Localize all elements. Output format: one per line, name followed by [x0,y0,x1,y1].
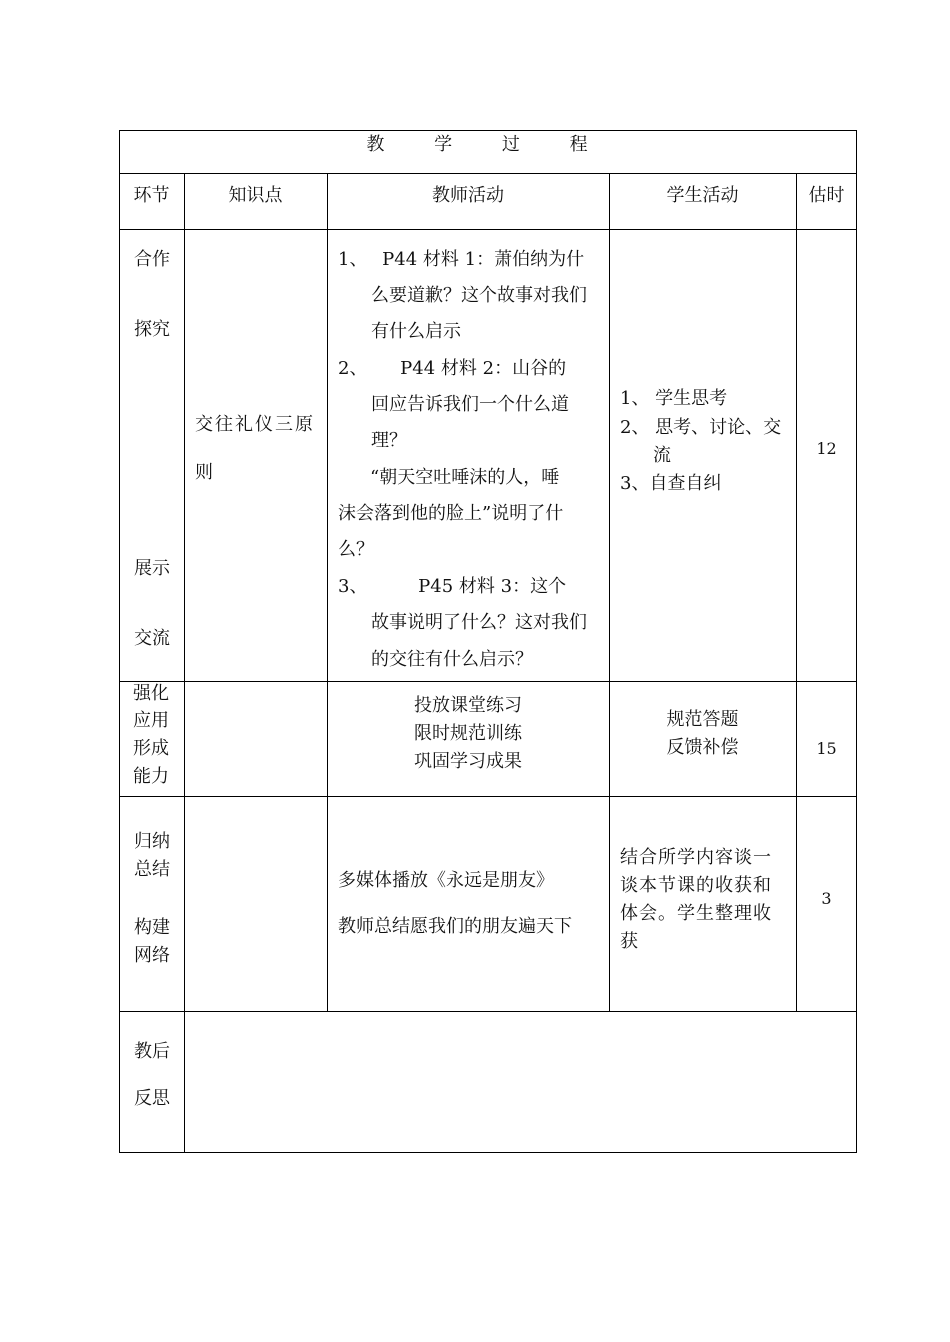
row1-knowledge-text: 交往礼仪三原 [195,414,315,435]
row1-teacher-line: 的交往有什么启示？ [371,649,533,670]
row2-stage-text: 应用 [133,710,169,731]
row3-student-line: 谈本节课的收获和 [620,875,772,896]
row3-teacher-line: 多媒体播放《永远是朋友》 [338,870,554,891]
row4-stage-text: 教后 [134,1041,170,1062]
header-time: 估时 [808,185,845,206]
row3-stage-text: 归纳 [134,831,170,852]
row1-stage-text: 展示 [134,558,170,579]
row3-student-line: 获 [620,931,638,952]
row1-teacher-line: “朝天空吐唾沫的人，唾 [370,467,560,488]
row2-stage-text: 强化 [133,683,169,704]
table-title: 教 学 过 程 [366,134,610,155]
row2-teacher-line: 投放课堂练习 [414,695,522,716]
row2-stage-text: 形成 [133,738,169,759]
table-rule [327,173,328,1012]
row1-teacher-line: 么？ [338,539,374,560]
row1-teacher-line: 回应告诉我们一个什么道 [371,394,569,415]
row1-teacher-line: 么要道歉？这个故事对我们 [371,285,587,306]
row3-stage-text: 构建 [134,917,170,938]
row4-stage-text: 反思 [134,1088,170,1109]
header-knowledge: 知识点 [228,185,283,206]
row1-student-line: 流 [653,445,671,466]
row2-time: 15 [816,739,837,758]
table-rule [609,173,610,1012]
row3-stage-text: 网络 [134,945,170,966]
row1-stage-text: 交流 [134,628,170,649]
header-stage: 环节 [133,185,170,206]
table-rule [119,796,857,797]
row3-time: 3 [821,889,832,908]
row1-time: 12 [816,439,837,458]
table-rule [119,229,857,230]
table-rule [119,173,857,174]
row1-teacher-line: 1、 P44 材料 1：萧伯纳为什 [338,249,585,270]
row2-teacher-line: 巩固学习成果 [414,751,522,772]
row2-stage-text: 能力 [133,766,169,787]
row3-stage-text: 总结 [134,859,170,880]
row1-stage-text: 探究 [134,319,170,340]
row1-knowledge-text: 则 [195,462,213,483]
header-student-activity: 学生活动 [666,185,739,206]
row3-student-line: 结合所学内容谈一 [620,847,772,868]
table-rule [119,681,857,682]
row2-student-line: 反馈补偿 [666,737,739,758]
row1-student-line: 3、自查自纠 [620,473,722,494]
row1-teacher-line: 有什么启示 [371,321,461,342]
row1-student-line: 2、 思考、讨论、交 [620,417,782,438]
row1-teacher-line: 故事说明了什么？这对我们 [371,612,587,633]
row3-teacher-line: 教师总结愿我们的朋友遍天下 [338,916,572,937]
row1-teacher-line: 理？ [371,430,407,451]
row1-student-line: 1、 学生思考 [620,388,728,409]
table-rule [184,173,185,1153]
row2-teacher-line: 限时规范训练 [414,723,522,744]
row2-student-line: 规范答题 [666,709,739,730]
row1-teacher-line: 3、 P45 材料 3：这个 [338,576,567,597]
table-rule [119,1011,857,1012]
row1-teacher-line: 沫会落到他的脸上”说明了什 [338,503,564,524]
row1-stage-text: 合作 [134,249,170,270]
row1-teacher-line: 2、 P44 材料 2：山谷的 [338,358,567,379]
row3-student-line: 体会。学生整理收 [620,903,772,924]
header-teacher-activity: 教师活动 [432,185,504,206]
